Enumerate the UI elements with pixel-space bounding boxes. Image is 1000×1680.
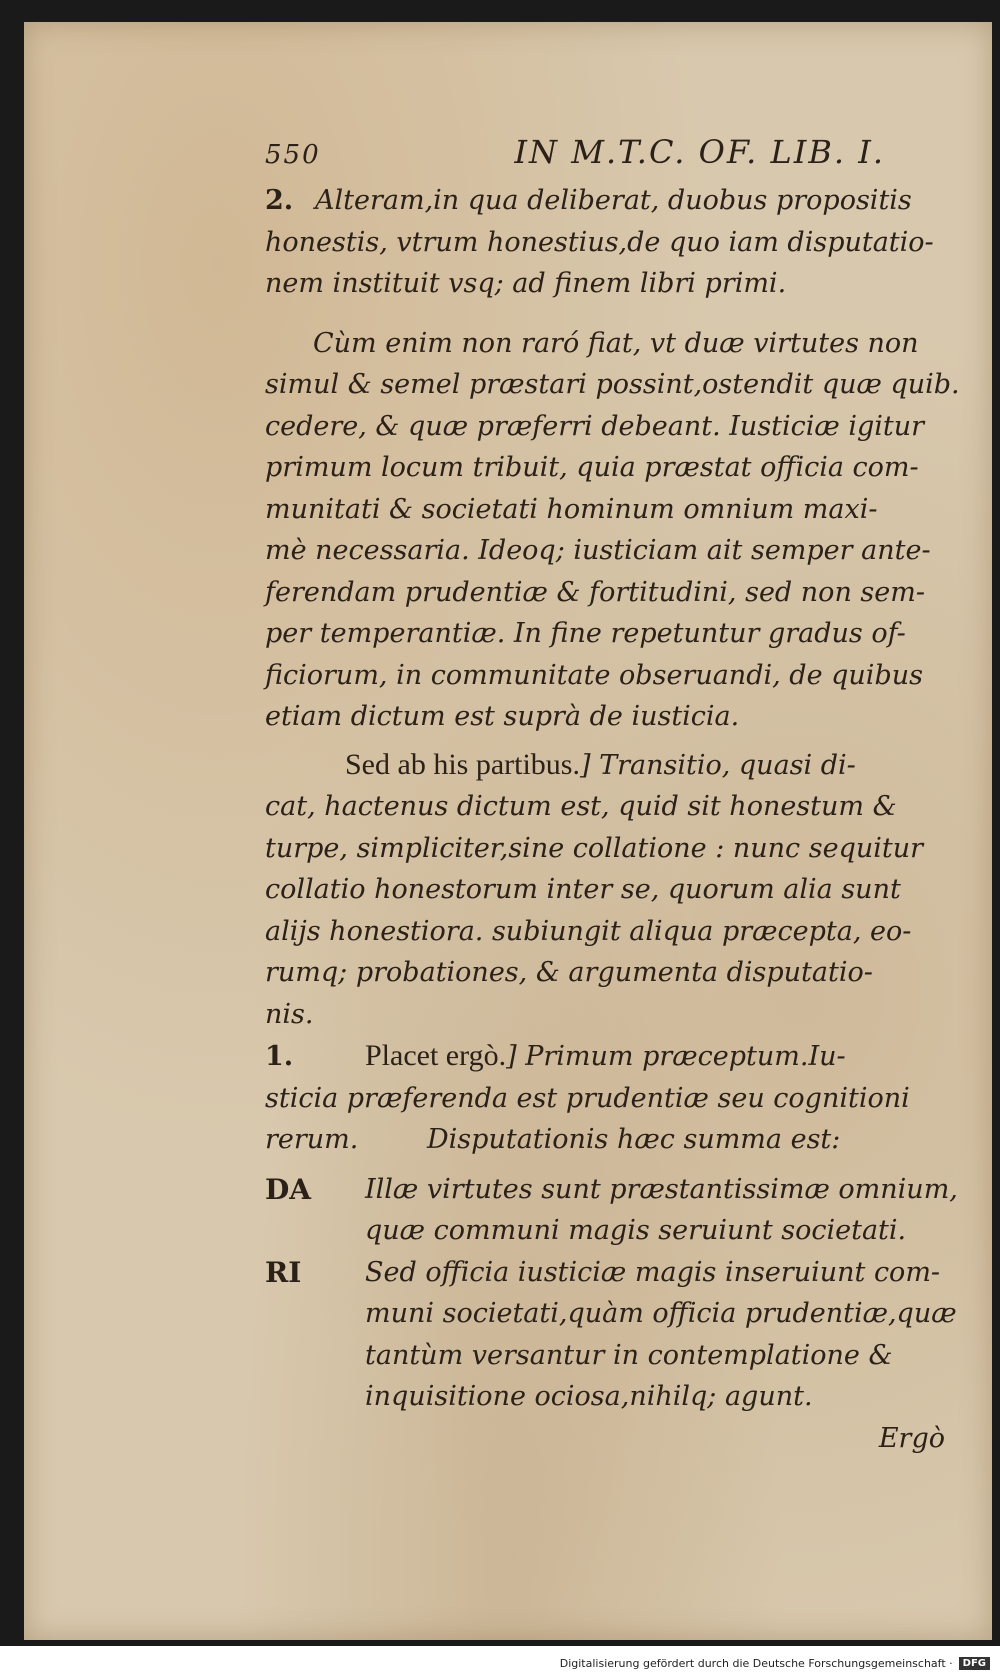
para2-line-10: etiam dictum est suprà de iusticia.: [265, 701, 740, 732]
syllogism-label-ri: RI: [265, 1255, 302, 1289]
syllogism-label-da: DA: [265, 1172, 312, 1206]
para1-text: Alteram,in qua deliberat, duobus propositis: [315, 185, 912, 216]
syllogism-da-line-2: quæ communi magis seruiunt societati.: [365, 1215, 907, 1246]
para2-line-3: cedere, & quæ præferri debeant. Iusticiæ igitur: [265, 410, 925, 442]
syllogism-body-ri: [365, 1252, 957, 1418]
para2-line-9: ficiorum, in communitate obseruandi, de quibus: [265, 659, 923, 691]
footer-credit: Digitalisierung gefördert durch die Deutsche Forschungsgemeinschaft ·: [559, 1656, 953, 1670]
syllogism-ri-line-1: Sed officia iusticiæ magis inseruiunt com-: [365, 1256, 941, 1288]
para1-line-2: honestis, vtrum honestius,de quo iam disputatio-: [265, 226, 934, 258]
syllogism-premise-major: [265, 1169, 958, 1252]
para4-line-3: rerum. Disputationis hæc summa est:: [265, 1124, 841, 1155]
body-text: [265, 180, 960, 1459]
running-header: [265, 133, 885, 171]
para3-line-2: cat, hactenus dictum est, quid sit honestum &: [265, 791, 897, 822]
syllogism-ri-line-3: tantùm versantur in contemplatione &: [365, 1339, 893, 1371]
para4-first-rest: ] Primum præceptum.Iu-: [506, 1041, 846, 1072]
para2-line-7: ferendam prudentiæ & fortitudini, sed non sem-: [265, 576, 925, 608]
syllogism-da-line-1: Illæ virtutes sunt præstantissimæ omnium,: [365, 1173, 958, 1205]
para3-first-rest: ] Transitio, quasi di-: [579, 749, 856, 781]
para4-number: 1.: [265, 1041, 294, 1072]
para3-line-6: rumq; probationes, & argumenta disputatio-: [265, 957, 873, 988]
para3-line-4: collatio honestorum inter se, quorum alia sunt: [265, 874, 901, 905]
para2-line-5: munitati & societati hominum omnium maxi-: [265, 493, 878, 525]
para1-line-1: [265, 180, 955, 222]
para3-lemma: Sed ab his partibus.: [345, 747, 580, 781]
running-title: IN M.T.C. OF. LIB. I.: [514, 133, 885, 171]
syllogism-ri-line-2: muni societati,quàm officia prudentiæ,quæ: [365, 1298, 957, 1329]
para1-number: 2.: [265, 185, 294, 216]
para2-line-6: mè necessaria. Ideoq; iusticiam ait semper ante-: [265, 535, 931, 566]
para2-line-1: Cùm enim non raró fiat, vt duæ virtutes non: [313, 327, 919, 359]
para2-line-2: simul & semel præstari possint,ostendit quæ quib.: [265, 369, 960, 400]
syllogism-premise-minor: [265, 1252, 955, 1418]
para4-line-2: sticia præferenda est prudentiæ seu cognitioni: [265, 1082, 910, 1114]
para2-line-4: primum locum tribuit, quia præstat officia com-: [265, 452, 919, 483]
para3-line-3: turpe, simpliciter,sine collatione : nunc sequitur: [265, 832, 924, 864]
catchword: Ergò: [878, 1422, 945, 1454]
para3-line-7: nis.: [265, 998, 314, 1030]
syllogism-ri-line-4: inquisitione ociosa,nihilq; agunt.: [365, 1381, 813, 1412]
digitization-footer: [0, 1646, 1000, 1680]
para3-line-5: alijs honestiora. subiungit aliqua præcepta, eo-: [265, 915, 912, 947]
para4-lemma: Placet ergò.: [365, 1039, 507, 1072]
para4-line-1: [265, 1035, 955, 1078]
syllogism-body-da: [365, 1169, 958, 1252]
para1-line-3: nem instituit vsq; ad finem libri primi.: [265, 268, 787, 299]
dfg-logo: DFG: [959, 1657, 990, 1670]
para2-line-8: per temperantiæ. In fine repetuntur gradus of-: [265, 618, 906, 649]
page-number: 550: [265, 140, 321, 170]
para3-line-1: [265, 744, 955, 787]
